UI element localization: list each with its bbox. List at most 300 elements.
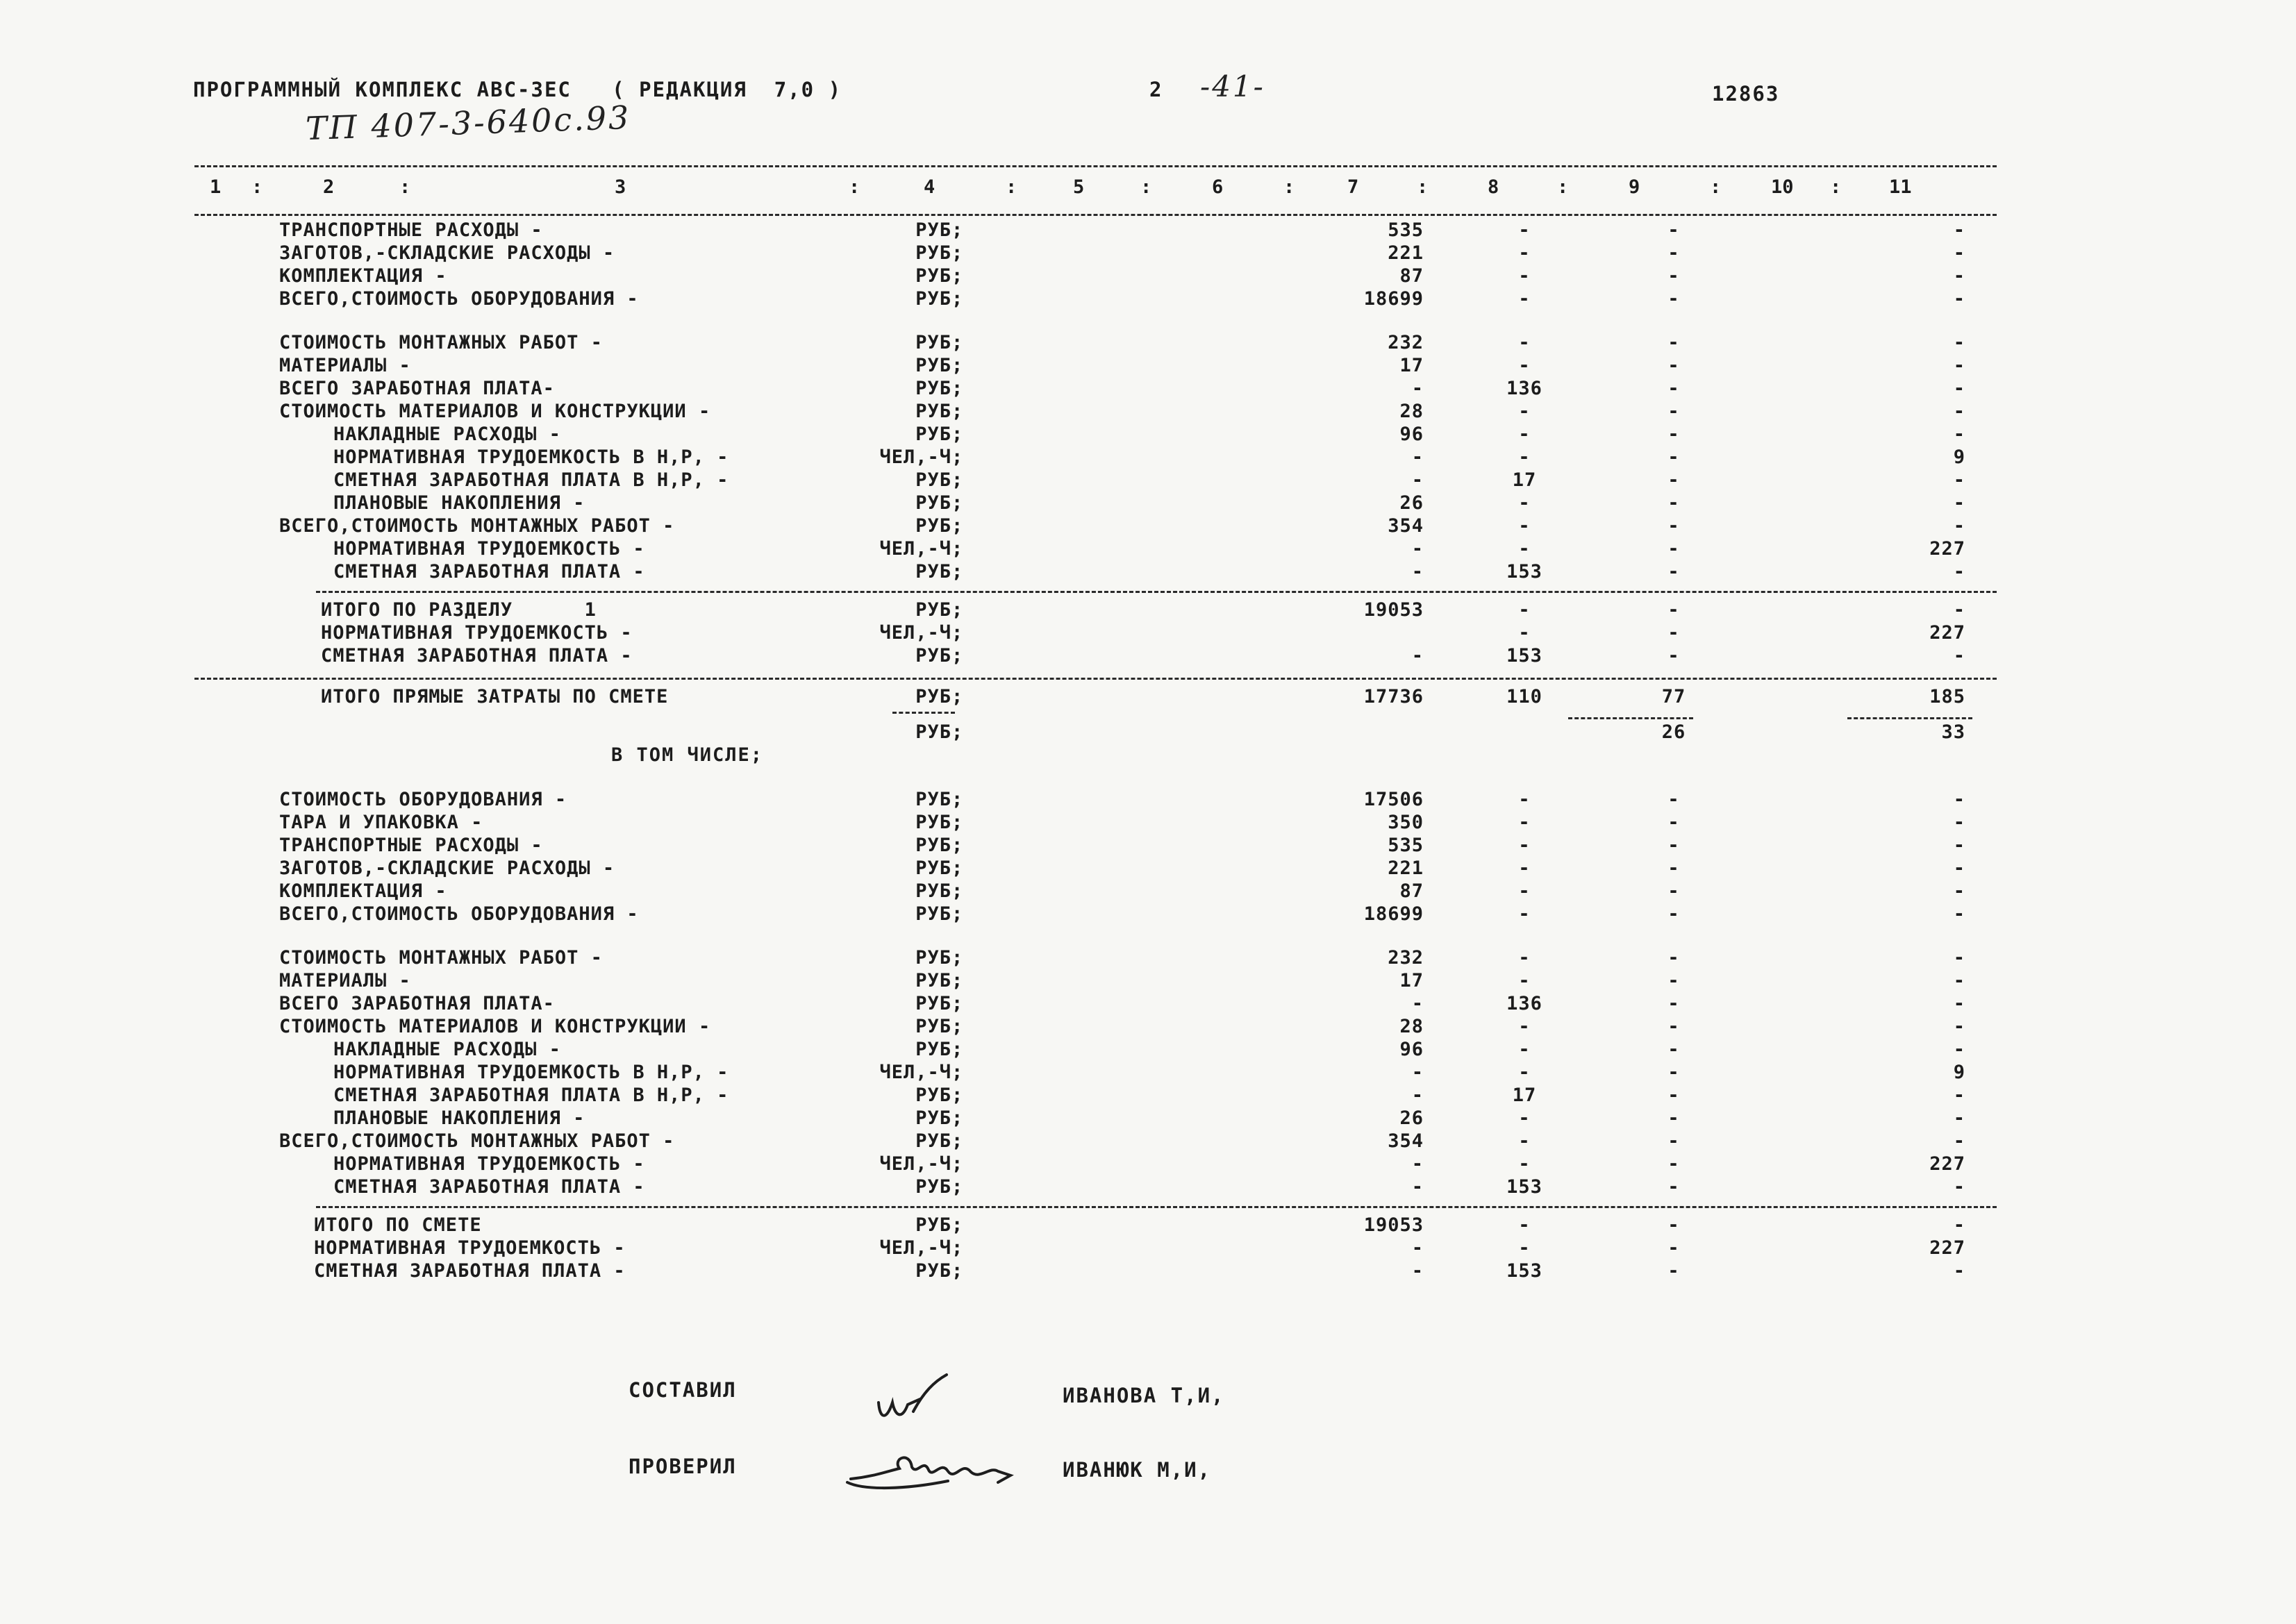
cell-col-8: 153 — [1506, 561, 1542, 583]
cell-col-9: - — [1667, 1260, 1680, 1282]
checked-label: ПРОВЕРИЛ — [629, 1455, 737, 1478]
row-label: НОРМАТИВНАЯ ТРУДОЕМКОСТЬ - — [321, 622, 633, 644]
row-unit: РУБ — [915, 1107, 951, 1129]
cell-col-7: 87 — [1399, 265, 1424, 287]
unit-underline — [892, 712, 955, 714]
cell-col-9: - — [1667, 622, 1680, 644]
table-row — [0, 970, 2296, 994]
composed-label: СОСТАВИЛ — [629, 1378, 737, 1402]
unit-separator: ; — [951, 1237, 964, 1259]
cell-col-8: - — [1518, 880, 1531, 902]
cell-col-9: - — [1667, 1153, 1680, 1175]
cell-col-7: 96 — [1399, 1039, 1424, 1060]
column-header-9: 9 — [1629, 176, 1640, 198]
col9-underline — [1568, 717, 1693, 719]
cell-col-8: - — [1518, 1016, 1531, 1037]
unit-separator: ; — [951, 721, 964, 743]
unit-separator: ; — [951, 219, 964, 241]
unit-separator: ; — [951, 424, 964, 445]
cell-col-7: - — [1411, 645, 1424, 667]
signature-composed — [872, 1371, 955, 1427]
unit-separator: ; — [951, 686, 964, 708]
cell-col-11: - — [1953, 1214, 1965, 1236]
table-row — [0, 835, 2296, 858]
row-unit: РУБ — [915, 1260, 951, 1282]
cell-col-11: - — [1953, 1130, 1965, 1152]
cell-col-9: - — [1667, 880, 1680, 902]
table-row — [0, 1062, 2296, 1085]
unit-separator: ; — [951, 1062, 964, 1083]
table-row — [0, 561, 2296, 585]
row-label: СМЕТНАЯ ЗАРАБОТНАЯ ПЛАТА - — [321, 645, 633, 667]
cell-col-9: 77 — [1661, 686, 1686, 708]
column-header-11: 11 — [1889, 176, 1912, 198]
cell-col-7: 221 — [1388, 242, 1424, 264]
cell-col-8: - — [1518, 355, 1531, 376]
cell-col-11: - — [1953, 424, 1965, 445]
cell-col-11: - — [1953, 219, 1965, 241]
cell-col-8: - — [1518, 1039, 1531, 1060]
row-unit: РУБ — [915, 812, 951, 833]
cell-col-8: - — [1518, 538, 1531, 560]
cell-col-11: 227 — [1929, 622, 1965, 644]
cell-col-7: 19053 — [1363, 599, 1424, 621]
cell-col-8: - — [1518, 446, 1531, 468]
unit-separator: ; — [951, 1260, 964, 1282]
table-row — [0, 1085, 2296, 1108]
row-unit: РУБ — [915, 789, 951, 810]
cell-col-11: - — [1953, 1176, 1965, 1198]
cell-col-11: - — [1953, 947, 1965, 969]
row-unit: РУБ — [915, 1176, 951, 1198]
row-label: ИТОГО ПРЯМЫЕ ЗАТРАТЫ ПО СМЕТЕ — [321, 686, 669, 708]
cell-col-11: - — [1953, 561, 1965, 583]
table-row — [0, 947, 2296, 971]
table-row — [0, 332, 2296, 355]
column-separator: : — [1006, 176, 1017, 198]
cell-col-9: - — [1667, 1237, 1680, 1259]
cell-col-7: 232 — [1388, 332, 1424, 353]
cell-col-11: - — [1953, 1085, 1965, 1106]
cell-col-9: - — [1667, 835, 1680, 856]
cell-col-9: - — [1667, 1085, 1680, 1106]
cell-col-7: - — [1411, 1237, 1424, 1259]
composed-name: ИВАНОВА Т,И, — [1063, 1384, 1225, 1407]
table-row — [0, 515, 2296, 539]
unit-separator: ; — [951, 288, 964, 310]
cell-col-7: 28 — [1399, 1016, 1424, 1037]
including-heading: В ТОМ ЧИСЛЕ; — [611, 744, 764, 766]
section-rule — [316, 1206, 1997, 1208]
cell-col-11: - — [1953, 401, 1965, 422]
column-header-5: 5 — [1073, 176, 1085, 198]
cell-col-7: 354 — [1388, 515, 1424, 537]
table-row — [0, 1260, 2296, 1284]
cell-col-9: - — [1667, 469, 1680, 491]
row-unit: РУБ — [915, 686, 951, 708]
cell-col-7: - — [1411, 1085, 1424, 1106]
row-unit: РУБ — [915, 857, 951, 879]
row-label: ВСЕГО ЗАРАБОТНАЯ ПЛАТА- — [279, 993, 555, 1014]
cell-col-7: 17 — [1399, 355, 1424, 376]
cell-col-9: - — [1667, 355, 1680, 376]
unit-separator: ; — [951, 622, 964, 644]
row-label: НАКЛАДНЫЕ РАСХОДЫ - — [333, 424, 561, 445]
row-label: КОМПЛЕКТАЦИЯ - — [279, 265, 447, 287]
cell-col-9: - — [1667, 401, 1680, 422]
row-unit: РУБ — [915, 880, 951, 902]
cell-col-8: - — [1518, 242, 1531, 264]
cell-col-9: - — [1667, 1039, 1680, 1060]
table-row — [0, 446, 2296, 470]
row-unit: ЧЕЛ,-Ч — [879, 1062, 951, 1083]
column-header-10: 10 — [1771, 176, 1794, 198]
cell-col-11: 9 — [1953, 446, 1965, 468]
row-unit: РУБ — [915, 332, 951, 353]
row-label: СТОИМОСТЬ МАТЕРИАЛОВ И КОНСТРУКЦИИ - — [279, 1016, 711, 1037]
cell-col-9: - — [1667, 970, 1680, 991]
section-rule — [194, 678, 1997, 680]
cell-col-8: - — [1518, 492, 1531, 514]
table-row — [0, 686, 2296, 710]
row-unit: РУБ — [915, 1039, 951, 1060]
table-row — [0, 242, 2296, 266]
cell-col-8: 136 — [1506, 378, 1542, 399]
cell-col-7: 535 — [1388, 219, 1424, 241]
cell-col-11: - — [1953, 1260, 1965, 1282]
unit-separator: ; — [951, 561, 964, 583]
row-label: СМЕТНАЯ ЗАРАБОТНАЯ ПЛАТА - — [314, 1260, 626, 1282]
cell-col-9: - — [1667, 812, 1680, 833]
cell-col-7: 17506 — [1363, 789, 1424, 810]
table-row — [0, 903, 2296, 927]
cell-col-8: - — [1518, 401, 1531, 422]
cell-col-11: - — [1953, 515, 1965, 537]
column-separator: : — [849, 176, 860, 198]
row-unit: ЧЕЛ,-Ч — [879, 622, 951, 644]
cell-col-9: - — [1667, 332, 1680, 353]
unit-separator: ; — [951, 880, 964, 902]
cell-col-11: 227 — [1929, 538, 1965, 560]
row-unit: РУБ — [915, 993, 951, 1014]
table-row — [0, 401, 2296, 424]
table-row — [0, 812, 2296, 835]
table-row — [0, 469, 2296, 493]
row-label: СТОИМОСТЬ МАТЕРИАЛОВ И КОНСТРУКЦИИ - — [279, 401, 711, 422]
cell-col-11: - — [1953, 1016, 1965, 1037]
row-label: СМЕТНАЯ ЗАРАБОТНАЯ ПЛАТА - — [333, 1176, 645, 1198]
table-row — [0, 538, 2296, 562]
column-separator: : — [1557, 176, 1569, 198]
row-label: СТОИМОСТЬ МОНТАЖНЫХ РАБОТ - — [279, 947, 603, 969]
row-unit: РУБ — [915, 424, 951, 445]
cell-col-8: - — [1518, 424, 1531, 445]
table-row — [0, 378, 2296, 401]
row-label: СТОИМОСТЬ МОНТАЖНЫХ РАБОТ - — [279, 332, 603, 353]
cell-col-8: - — [1518, 515, 1531, 537]
row-unit: РУБ — [915, 378, 951, 399]
unit-separator: ; — [951, 515, 964, 537]
cell-col-8: - — [1518, 599, 1531, 621]
cell-col-7: 28 — [1399, 401, 1424, 422]
cell-col-9: - — [1667, 947, 1680, 969]
cell-col-11: 9 — [1953, 1062, 1965, 1083]
row-label: МАТЕРИАЛЫ - — [279, 970, 411, 991]
cell-col-9: - — [1667, 1107, 1680, 1129]
row-unit: РУБ — [915, 970, 951, 991]
table-row — [0, 1237, 2296, 1261]
row-unit: РУБ — [915, 599, 951, 621]
table-row — [0, 424, 2296, 447]
cell-col-9: - — [1667, 288, 1680, 310]
column-header-7: 7 — [1347, 176, 1359, 198]
cell-col-8: - — [1518, 1153, 1531, 1175]
cell-col-11: 227 — [1929, 1237, 1965, 1259]
checked-name: ИВАНЮК М,И, — [1063, 1458, 1212, 1482]
row-unit: РУБ — [915, 835, 951, 856]
cell-col-7: 535 — [1388, 835, 1424, 856]
row-label: ТРАНСПОРТНЫЕ РАСХОДЫ - — [279, 219, 543, 241]
unit-separator: ; — [951, 538, 964, 560]
cell-col-11: - — [1953, 599, 1965, 621]
row-unit: РУБ — [915, 1214, 951, 1236]
column-separator: : — [1417, 176, 1429, 198]
unit-separator: ; — [951, 401, 964, 422]
row-unit: ЧЕЛ,-Ч — [879, 1153, 951, 1175]
cell-col-11: - — [1953, 242, 1965, 264]
row-unit: РУБ — [915, 469, 951, 491]
unit-separator: ; — [951, 1039, 964, 1060]
unit-separator: ; — [951, 378, 964, 399]
cell-col-9: - — [1667, 1062, 1680, 1083]
table-row — [0, 1153, 2296, 1177]
cell-col-7: - — [1411, 446, 1424, 468]
table-row — [0, 219, 2296, 243]
row-label: СМЕТНАЯ ЗАРАБОТНАЯ ПЛАТА В Н,Р, - — [333, 469, 729, 491]
cell-col-9: - — [1667, 219, 1680, 241]
unit-separator: ; — [951, 947, 964, 969]
cell-col-8: 17 — [1512, 469, 1537, 491]
cell-col-11: - — [1953, 812, 1965, 833]
row-unit: РУБ — [915, 903, 951, 925]
cell-col-11: - — [1953, 857, 1965, 879]
cell-col-8: - — [1518, 1130, 1531, 1152]
table-row — [0, 288, 2296, 312]
cell-col-8: - — [1518, 970, 1531, 991]
cell-col-9: - — [1667, 857, 1680, 879]
page-number: 2 — [1149, 78, 1163, 101]
cell-col-7: 354 — [1388, 1130, 1424, 1152]
row-unit: РУБ — [915, 1016, 951, 1037]
row-unit: РУБ — [915, 721, 951, 743]
cell-col-11: - — [1953, 492, 1965, 514]
row-label: ТРАНСПОРТНЫЕ РАСХОДЫ - — [279, 835, 543, 856]
cell-col-8: - — [1518, 219, 1531, 241]
table-row — [0, 789, 2296, 812]
cell-col-11: - — [1953, 378, 1965, 399]
table-row — [0, 645, 2296, 669]
row-label: ВСЕГО,СТОИМОСТЬ МОНТАЖНЫХ РАБОТ - — [279, 515, 675, 537]
column-header-8: 8 — [1488, 176, 1499, 198]
cell-col-11: - — [1953, 469, 1965, 491]
table-row — [0, 355, 2296, 378]
cell-col-9: - — [1667, 645, 1680, 667]
cell-col-7: - — [1411, 561, 1424, 583]
cell-col-8: 153 — [1506, 645, 1542, 667]
cell-col-7: 232 — [1388, 947, 1424, 969]
cell-col-7: 350 — [1388, 812, 1424, 833]
column-header-3: 3 — [615, 176, 626, 198]
table-row — [0, 1016, 2296, 1039]
cell-col-9: - — [1667, 1130, 1680, 1152]
row-label: КОМПЛЕКТАЦИЯ - — [279, 880, 447, 902]
cell-col-9: - — [1667, 492, 1680, 514]
header-top-rule — [194, 165, 1997, 167]
cell-col-8: - — [1518, 1237, 1531, 1259]
column-header-6: 6 — [1212, 176, 1224, 198]
cell-col-9: - — [1667, 789, 1680, 810]
cell-col-8: - — [1518, 1062, 1531, 1083]
cell-col-9: - — [1667, 1016, 1680, 1037]
cell-col-11: - — [1953, 903, 1965, 925]
unit-separator: ; — [951, 1016, 964, 1037]
unit-separator: ; — [951, 332, 964, 353]
row-unit: РУБ — [915, 561, 951, 583]
cell-col-9: - — [1667, 538, 1680, 560]
row-label: ВСЕГО,СТОИМОСТЬ ОБОРУДОВАНИЯ - — [279, 288, 639, 310]
row-unit: РУБ — [915, 515, 951, 537]
row-label: ЗАГОТОВ,-СКЛАДСКИЕ РАСХОДЫ - — [279, 242, 615, 264]
column-separator: : — [1830, 176, 1842, 198]
table-row — [0, 622, 2296, 646]
cell-col-7: 18699 — [1363, 288, 1424, 310]
row-label: ТАРА И УПАКОВКА - — [279, 812, 483, 833]
cell-col-7: 18699 — [1363, 903, 1424, 925]
cell-col-7: - — [1411, 538, 1424, 560]
row-label: ПЛАНОВЫЕ НАКОПЛЕНИЯ - — [333, 1107, 585, 1129]
unit-separator: ; — [951, 645, 964, 667]
cell-col-8: - — [1518, 1214, 1531, 1236]
cell-col-11: 227 — [1929, 1153, 1965, 1175]
cell-col-7: 96 — [1399, 424, 1424, 445]
unit-separator: ; — [951, 469, 964, 491]
unit-separator: ; — [951, 1085, 964, 1106]
cell-col-11: - — [1953, 288, 1965, 310]
cell-col-11: - — [1953, 835, 1965, 856]
row-unit: РУБ — [915, 265, 951, 287]
cell-col-7: 87 — [1399, 880, 1424, 902]
cell-col-7: - — [1411, 378, 1424, 399]
table-row — [0, 721, 2296, 745]
unit-separator: ; — [951, 599, 964, 621]
table-row — [0, 1176, 2296, 1200]
cell-col-7: 17 — [1399, 970, 1424, 991]
cell-col-9: - — [1667, 561, 1680, 583]
cell-col-8: - — [1518, 903, 1531, 925]
table-row — [0, 1130, 2296, 1154]
cell-col-9: - — [1667, 515, 1680, 537]
unit-separator: ; — [951, 1176, 964, 1198]
document-number: 12863 — [1712, 82, 1780, 106]
row-label: МАТЕРИАЛЫ - — [279, 355, 411, 376]
cell-col-11: - — [1953, 1039, 1965, 1060]
cell-col-11: - — [1953, 970, 1965, 991]
cell-col-8: 153 — [1506, 1176, 1542, 1198]
table-row — [0, 1039, 2296, 1062]
unit-separator: ; — [951, 993, 964, 1014]
cell-col-11: - — [1953, 993, 1965, 1014]
row-unit: РУБ — [915, 242, 951, 264]
row-unit: РУБ — [915, 219, 951, 241]
project-code-handwritten: ТП 407-3-640с.93 — [305, 98, 632, 148]
cell-col-11: - — [1953, 880, 1965, 902]
cell-col-7: 26 — [1399, 1107, 1424, 1129]
page-number-handwritten: -41- — [1200, 69, 1265, 103]
unit-separator: ; — [951, 812, 964, 833]
cell-col-11: - — [1953, 789, 1965, 810]
row-label: СМЕТНАЯ ЗАРАБОТНАЯ ПЛАТА - — [333, 561, 645, 583]
cell-col-11: - — [1953, 1107, 1965, 1129]
row-label: ВСЕГО ЗАРАБОТНАЯ ПЛАТА- — [279, 378, 555, 399]
cell-col-9: - — [1667, 378, 1680, 399]
column-separator: : — [1140, 176, 1152, 198]
cell-col-7: - — [1411, 1260, 1424, 1282]
cell-col-9: - — [1667, 446, 1680, 468]
unit-separator: ; — [951, 835, 964, 856]
cell-col-9: - — [1667, 1214, 1680, 1236]
unit-separator: ; — [951, 789, 964, 810]
row-label: ВСЕГО,СТОИМОСТЬ ОБОРУДОВАНИЯ - — [279, 903, 639, 925]
cell-col-7: - — [1411, 1153, 1424, 1175]
unit-separator: ; — [951, 265, 964, 287]
row-unit: РУБ — [915, 1130, 951, 1152]
cell-col-11: 33 — [1941, 721, 1965, 743]
row-label: ИТОГО ПО РАЗДЕЛУ 1 — [321, 599, 597, 621]
program-title: ПРОГРАММНЫЙ КОМПЛЕКС АВС-3ЕС ( РЕДАКЦИЯ 7,0 ) — [193, 78, 842, 101]
row-unit: ЧЕЛ,-Ч — [879, 538, 951, 560]
table-row — [0, 492, 2296, 516]
cell-col-7: - — [1411, 993, 1424, 1014]
row-label: НАКЛАДНЫЕ РАСХОДЫ - — [333, 1039, 561, 1060]
cell-col-9: - — [1667, 1176, 1680, 1198]
row-unit: РУБ — [915, 355, 951, 376]
cell-col-7: - — [1411, 1176, 1424, 1198]
unit-separator: ; — [951, 492, 964, 514]
table-row — [0, 880, 2296, 904]
column-separator: : — [1710, 176, 1722, 198]
cell-col-8: - — [1518, 1107, 1531, 1129]
unit-separator: ; — [951, 1130, 964, 1152]
cell-col-8: 17 — [1512, 1085, 1537, 1106]
cell-col-11: - — [1953, 355, 1965, 376]
row-unit: РУБ — [915, 492, 951, 514]
unit-separator: ; — [951, 1214, 964, 1236]
column-header-1: 1 — [210, 176, 222, 198]
cell-col-8: - — [1518, 332, 1531, 353]
cell-col-8: - — [1518, 835, 1531, 856]
cell-col-7: 26 — [1399, 492, 1424, 514]
row-label: СТОИМОСТЬ ОБОРУДОВАНИЯ - — [279, 789, 567, 810]
col11-underline — [1847, 717, 1972, 719]
cell-col-8: - — [1518, 947, 1531, 969]
row-label: ПЛАНОВЫЕ НАКОПЛЕНИЯ - — [333, 492, 585, 514]
header-bottom-rule — [194, 214, 1997, 216]
row-label: НОРМАТИВНАЯ ТРУДОЕМКОСТЬ В Н,Р, - — [333, 446, 729, 468]
cell-col-11: - — [1953, 265, 1965, 287]
table-row — [0, 265, 2296, 289]
row-label: НОРМАТИВНАЯ ТРУДОЕМКОСТЬ - — [333, 1153, 645, 1175]
row-label: СМЕТНАЯ ЗАРАБОТНАЯ ПЛАТА В Н,Р, - — [333, 1085, 729, 1106]
